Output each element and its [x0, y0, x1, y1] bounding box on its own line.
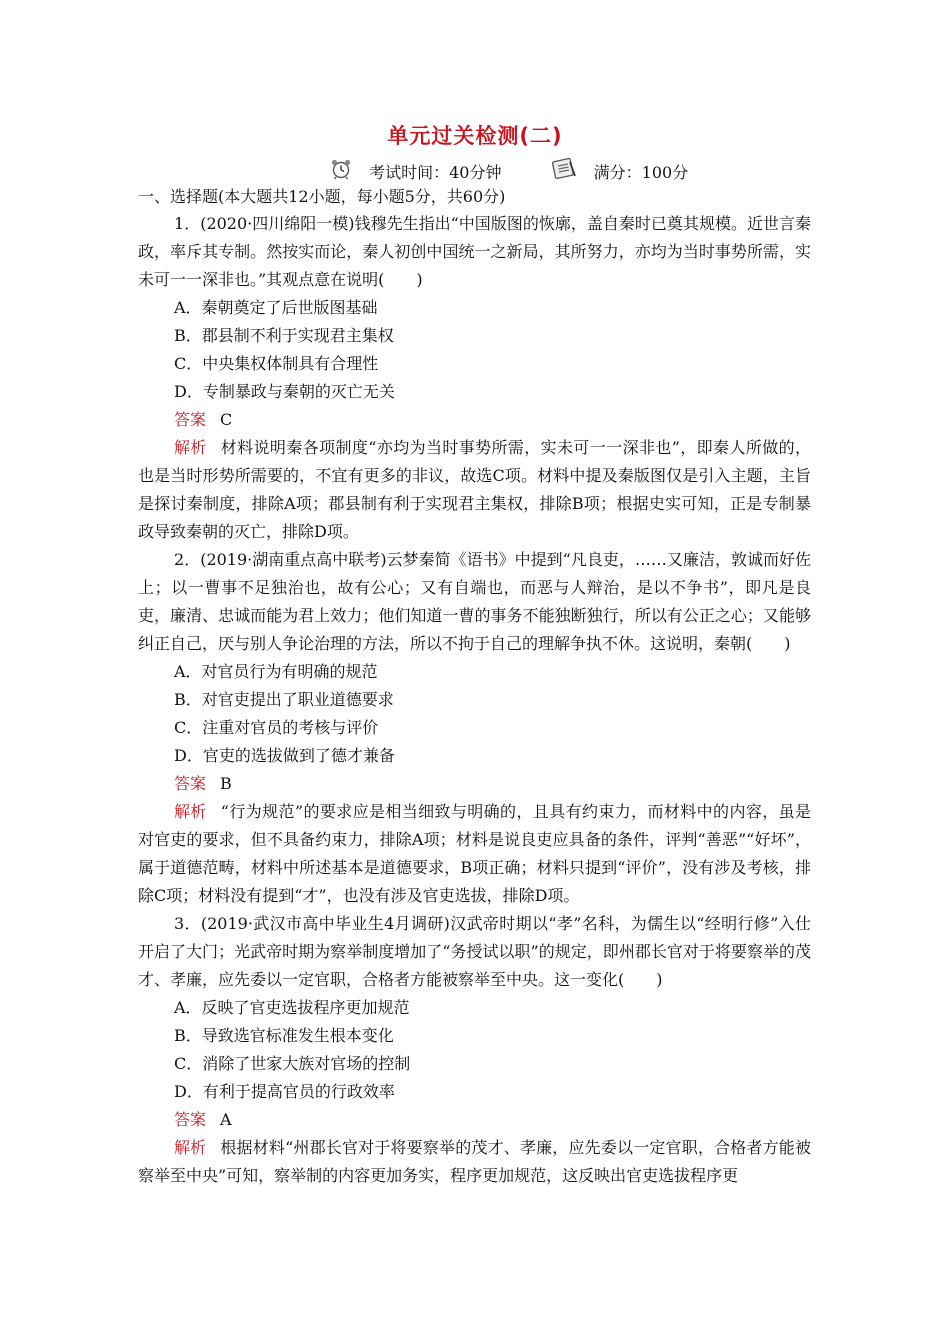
- answer-label: 答案: [174, 410, 207, 429]
- option-a: A．秦朝奠定了后世版图基础: [174, 298, 378, 317]
- question-stem: 2．(2019·湖南重点高中联考)云梦秦简《语书》中提到“凡良吏，……又廉洁，敦诚而好佐上；以一曹事不足独治也，故有公心；又有自端也，而恶与人辩治，是以不争书”，即凡是良吏，廉清、忠诚而能为君上效力；他们知道一曹的事务不能独断独行，所以有公正之心；又能够纠正自己，厌与别人争论治理的方法，所以不拘于自己的理解争执不休。这说明，秦朝( ): [138, 550, 811, 653]
- analysis-label: 解析: [174, 438, 207, 457]
- analysis-label: 解析: [174, 802, 207, 821]
- analysis-text: 根据材料“州郡长官对于将要察举的茂才、孝廉，应先委以一定官职，合格者方能被察举至中央”可知，察举制的内容更加务实，程序更加规范，这反映出官吏选拔程序更: [138, 1138, 811, 1185]
- answer-line: [138, 406, 811, 434]
- option-c: C．中央集权体制具有合理性: [174, 354, 379, 373]
- answer-value: A: [220, 1110, 232, 1129]
- answer-label: 答案: [174, 1110, 207, 1129]
- option-a: A．反映了官吏选拔程序更加规范: [174, 998, 410, 1017]
- option-d: D．有利于提高官员的行政效率: [174, 1082, 395, 1101]
- analysis-paragraph: [138, 1134, 811, 1190]
- answer-line: [138, 770, 811, 798]
- option-b: B．郡县制不利于实现君主集权: [174, 326, 394, 345]
- analysis-paragraph: [138, 434, 811, 546]
- analysis-text: “行为规范”的要求应是相当细致与明确的，且具有约束力，而材料中的内容，虽是对官吏的要求，但不具备约束力，排除A项；材料是说良吏应具备的条件，评判“善恶”“好坏”，属于道德范畴，材料中所述基本是道德要求，B项正确；材料只提到“评价”，没有涉及考核，排除C项；材料没有提到“才”，也没有涉及官吏选拔，排除D项。: [138, 802, 811, 905]
- answer-label: 答案: [174, 774, 207, 793]
- exam-meta: [330, 158, 690, 184]
- option-c: C．消除了世家大族对官场的控制: [174, 1054, 411, 1073]
- exam-score: 满分：100分: [593, 163, 689, 182]
- question-list: [138, 210, 811, 1190]
- answer-line: [138, 1106, 811, 1134]
- option-a: A．对官员行为有明确的规范: [174, 662, 378, 681]
- question-stem: 3．(2019·武汉市高中毕业生4月调研)汉武帝时期以“孝”名科，为儒生以“经明行修”入仕开启了大门；光武帝时期为察举制度增加了“务授试以职”的规定，即州郡长官对于将要察举的茂才、孝廉，应先委以一定官职，合格者方能被察举至中央。这一变化( ): [138, 914, 811, 989]
- option-d: D．专制暴政与秦朝的灭亡无关: [174, 382, 395, 401]
- option-b: B．导致选官标准发生根本变化: [174, 1026, 394, 1045]
- page-title: 单元过关检测(二): [387, 124, 563, 148]
- answer-value: C: [220, 410, 233, 429]
- option-d: D．官吏的选拔做到了德才兼备: [174, 746, 395, 765]
- answer-value: B: [220, 774, 232, 793]
- section-heading: 一、选择题(本大题共12小题，每小题5分，共60分): [138, 187, 506, 206]
- analysis-label: 解析: [174, 1138, 207, 1157]
- exam-paper-icon: [551, 158, 577, 188]
- question-stem: 1．(2020·四川绵阳一模)钱穆先生指出“中国版图的恢廓，盖自秦时已奠其规模。近世言秦政，率斥其专制。然按实而论，秦人初创中国统一之新局，其所努力，亦均为当时事势所需，实未可一一深非也。”其观点意在说明( ): [138, 214, 811, 289]
- option-c: C．注重对官员的考核与评价: [174, 718, 379, 737]
- analysis-text: 材料说明秦各项制度“亦均为当时事势所需，实未可一一深非也”，即秦人所做的，也是当时形势所需要的，不宜有更多的非议，故选C项。材料中提及秦版图仅是引入主题，主旨是探讨秦制度，排除A项；郡县制有利于实现君主集权，排除B项；根据史实可知，正是专制暴政导致秦朝的灭亡，排除D项。: [138, 438, 811, 541]
- exam-time: 考试时间：40分钟: [369, 163, 502, 182]
- analysis-paragraph: [138, 798, 811, 910]
- option-b: B．对官吏提出了职业道德要求: [174, 690, 394, 709]
